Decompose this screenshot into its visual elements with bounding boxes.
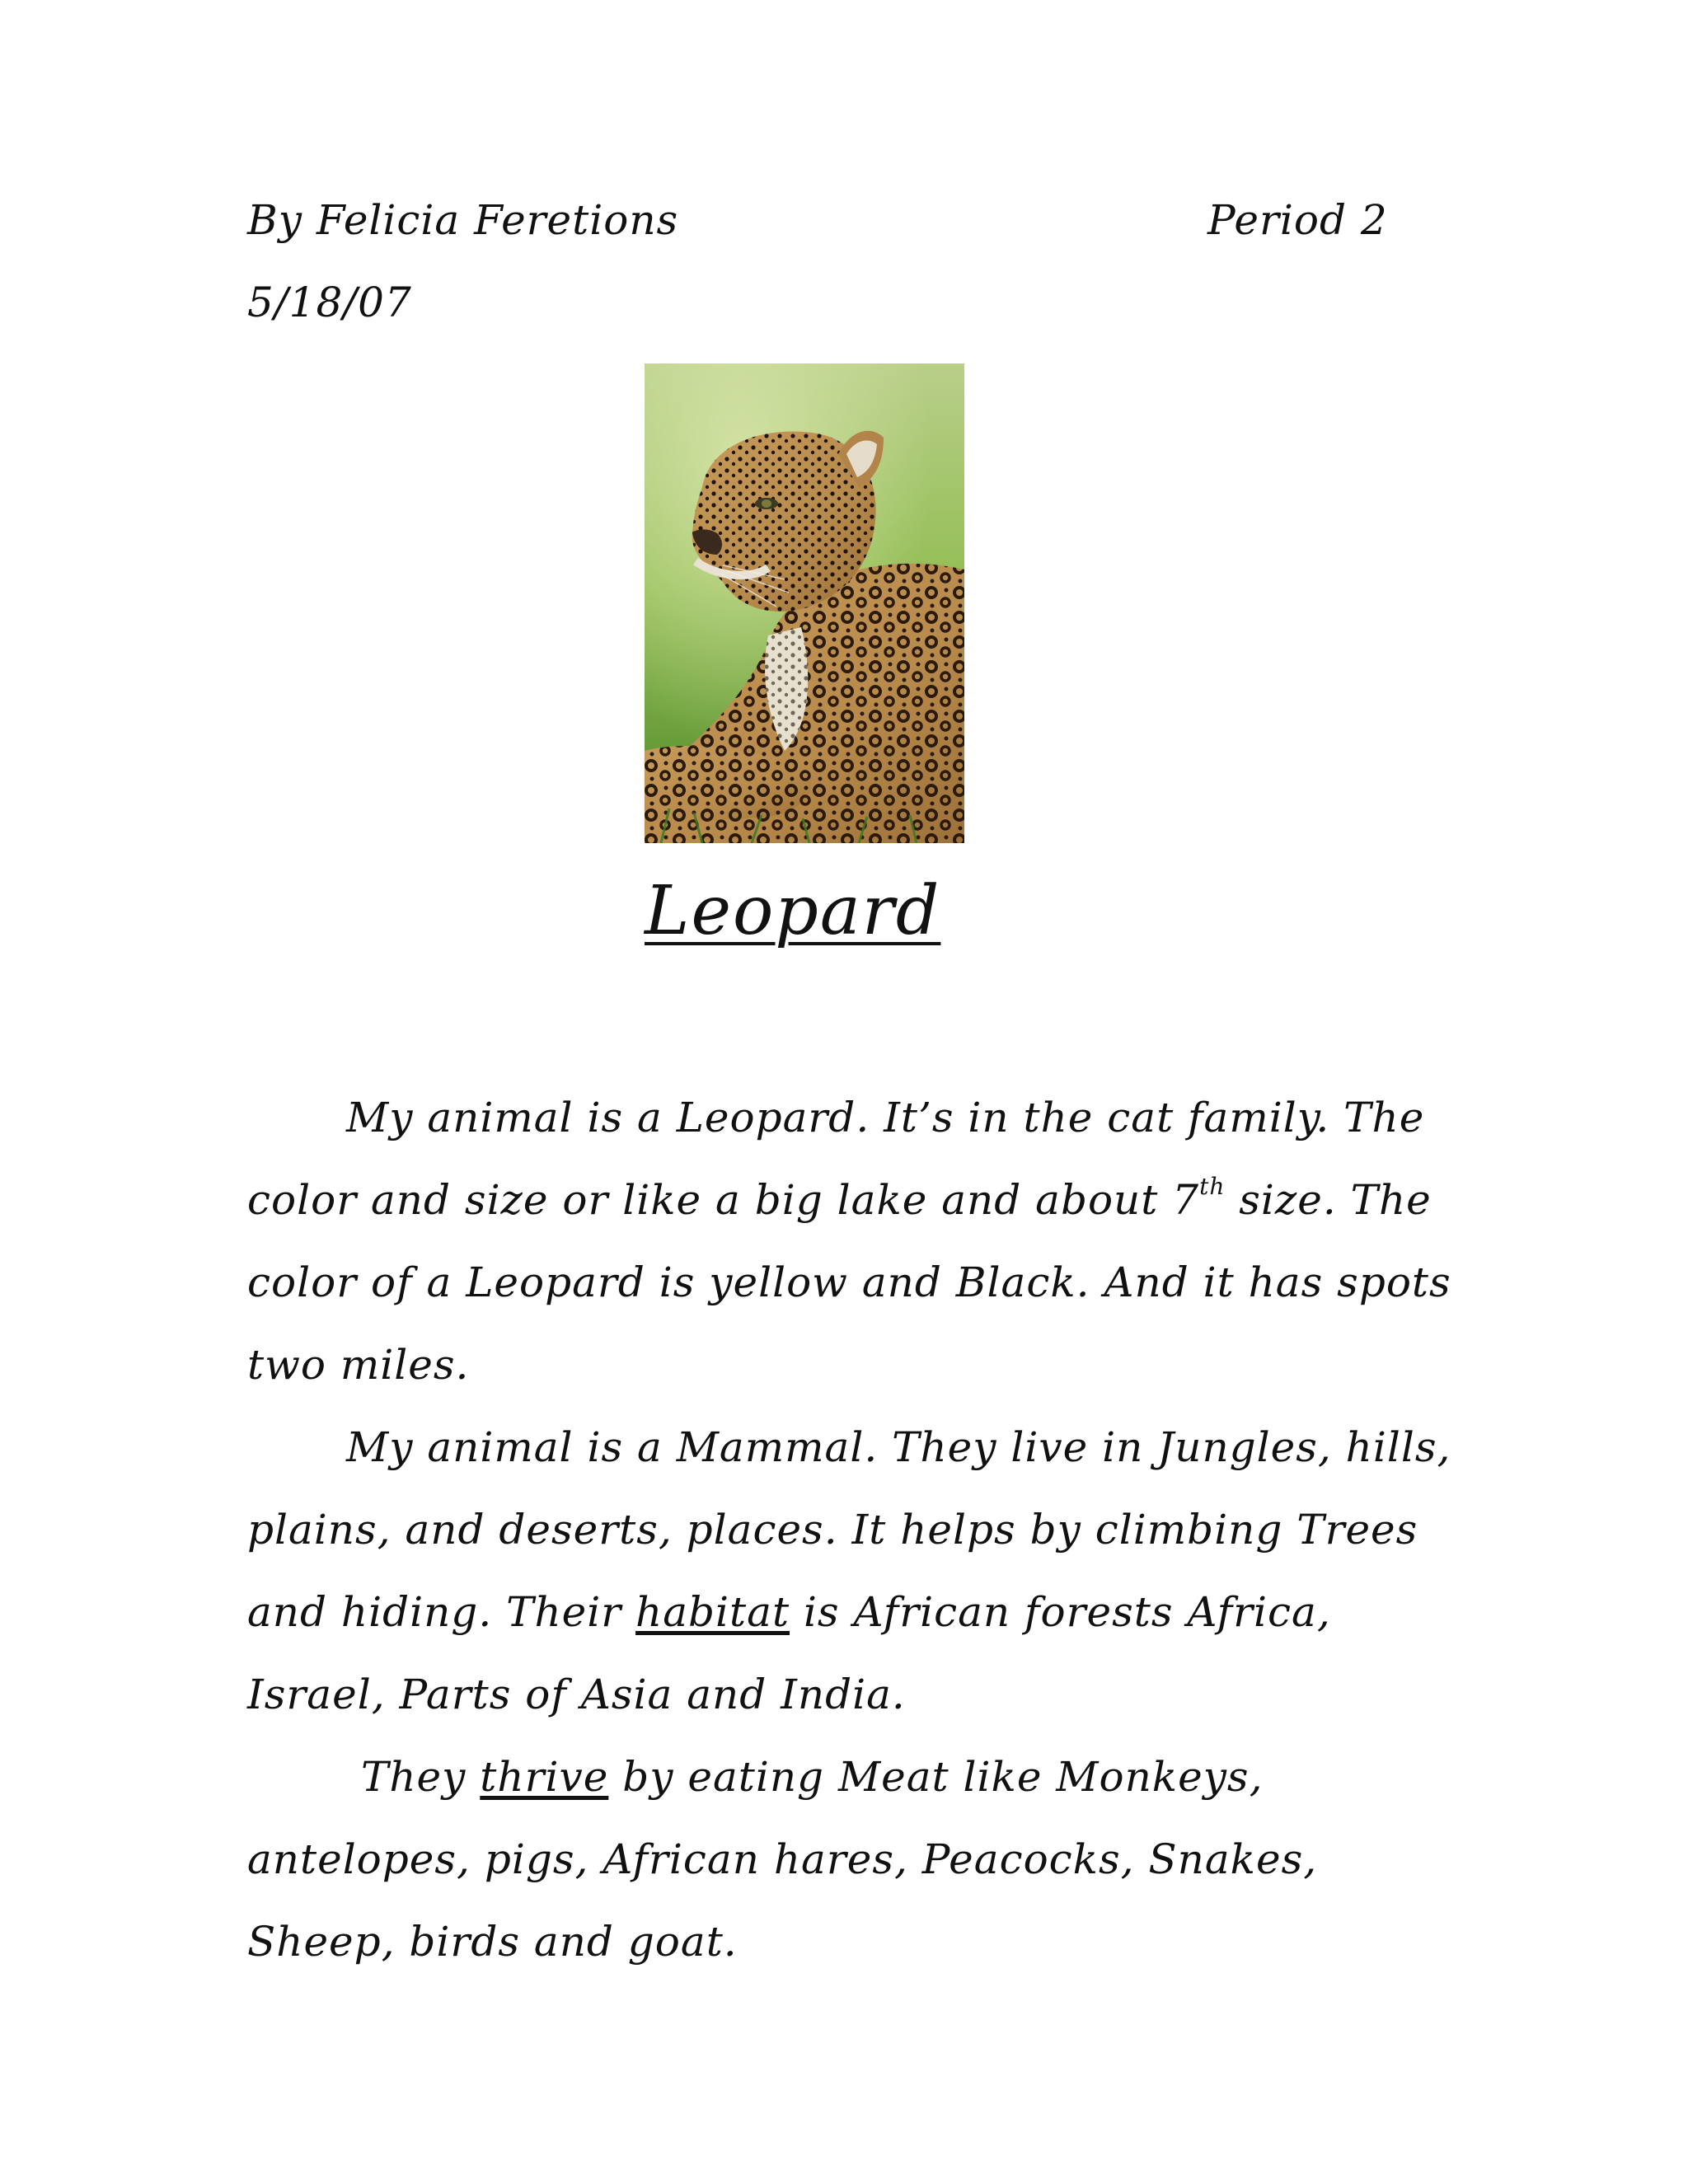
underlined-word-thrive: thrive [480,1753,609,1801]
report-body [247,1076,1467,1983]
paragraph-1-text-a: My animal is a Leopard. It’s in the cat family. The color and size or like a big lake and about 7 [247,1094,1425,1224]
paragraph-1-text-b: size. The color of a Leopard is yellow and Black. And it has spots two miles. [247,1176,1451,1389]
paragraph-1-superscript: th [1199,1173,1226,1200]
underlined-word-habitat: habitat [635,1588,790,1636]
paragraph-3-text-a: They [361,1753,481,1801]
paragraph-3 [247,1736,1467,1983]
leopard-photo [645,363,964,843]
paragraph-1 [247,1076,1467,1406]
report-date: 5/18/07 [247,279,412,326]
paragraph-2-text-a: My animal is a Mammal. They live in Jungles, hills, plains, and deserts, places. It helps by climbing Trees and hiding. Their [247,1423,1451,1636]
paragraph-3-text-b: by eating Meat like Monkeys, antelopes, pigs, African hares, Peacocks, Snakes, Sheep, birds and goat. [247,1753,1318,1966]
report-title: Leopard [645,872,941,950]
paragraph-2 [247,1406,1467,1736]
paragraph-2-text-b: is African forests Africa, Israel, Parts of Asia and India. [247,1588,1331,1718]
author-line: By Felicia Feretions [247,196,679,244]
class-period: Period 2 [1207,196,1388,244]
